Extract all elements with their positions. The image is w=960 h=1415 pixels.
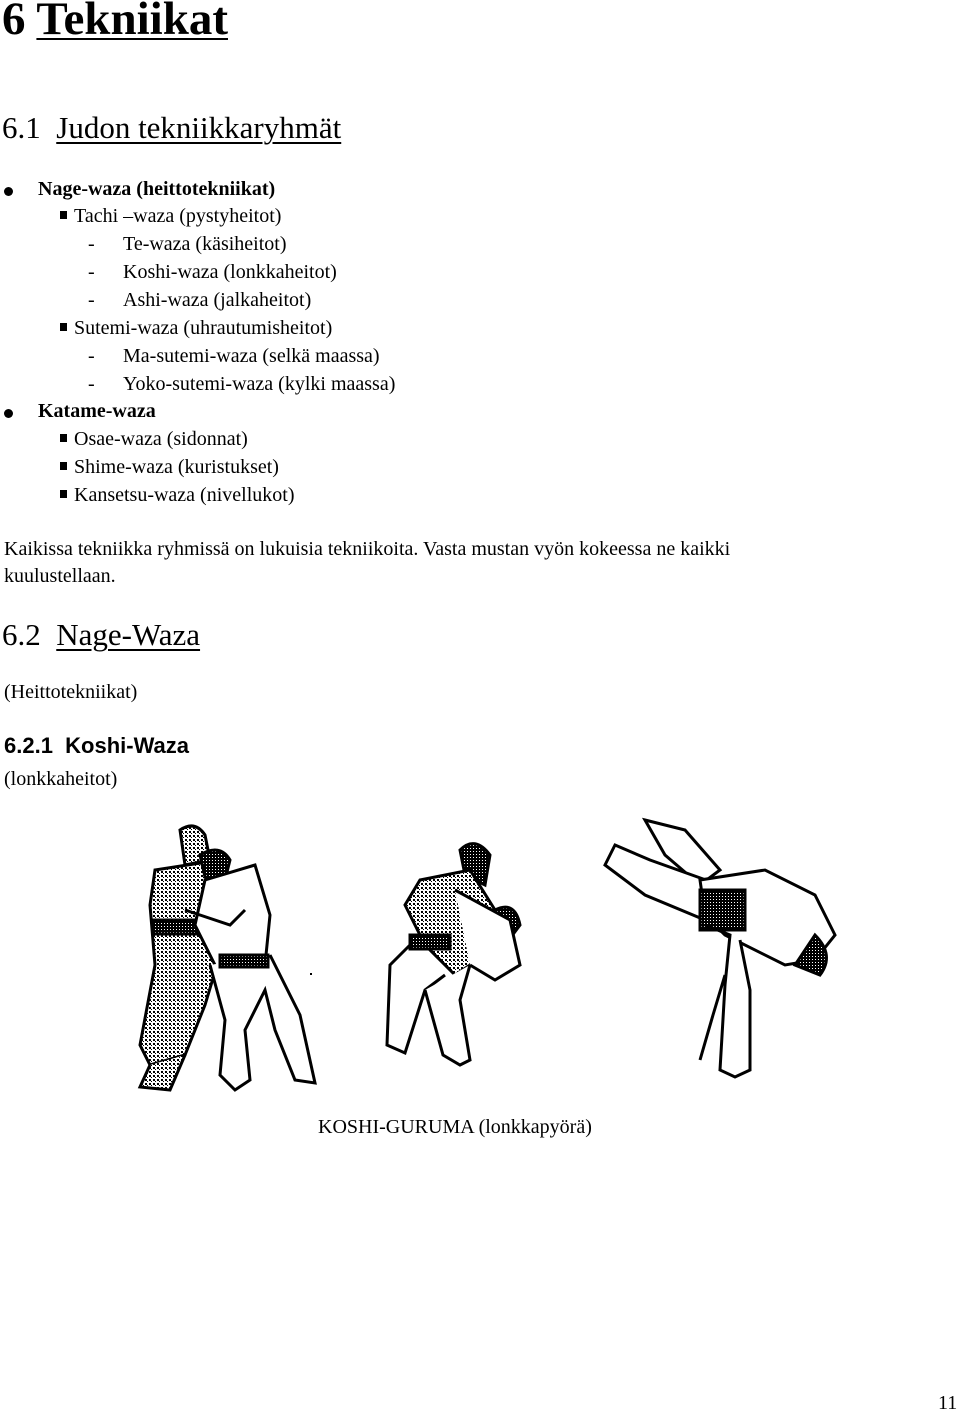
section-number: 6.1 (2, 110, 41, 145)
sub-tachi-waza: Tachi –waza (pystyheitot) (74, 205, 282, 227)
stray-dot (310, 973, 312, 975)
subsection-title: Koshi-Waza (65, 733, 190, 758)
section-title: Judon tekniikkaryhmät (56, 110, 342, 145)
chapter-title: Tekniikat (36, 0, 228, 45)
list-item: Shime-waza (kuristukset) (74, 456, 279, 478)
list-item: Osae-waza (sidonnat) (74, 428, 248, 450)
subsection-subtitle: (lonkkaheitot) (4, 768, 118, 790)
judoka-pair-3 (605, 820, 835, 1077)
group-nage-waza: Nage-waza (heittotekniikat) (38, 178, 276, 200)
paragraph-line: kuulustellaan. (4, 565, 116, 587)
chapter-heading (2, 0, 228, 46)
section-title: Nage-Waza (56, 617, 201, 652)
page-number: 11 (938, 1392, 958, 1414)
list-item: Ma-sutemi-waza (selkä maassa) (123, 345, 380, 367)
list-item: Yoko-sutemi-waza (kylki maassa) (123, 373, 396, 395)
dash-marker: - (88, 289, 95, 311)
section-heading-6-1 (2, 110, 341, 146)
list-item: Koshi-waza (lonkkaheitot) (123, 261, 337, 283)
square-bullet-icon (60, 211, 67, 219)
list-item: Kansetsu-waza (nivellukot) (74, 484, 295, 506)
group-katame-waza: Katame-waza (38, 400, 156, 422)
section-heading-6-2 (2, 617, 200, 653)
list-item: Te-waza (käsiheitot) (123, 233, 287, 255)
square-bullet-icon (60, 490, 67, 498)
bullet-icon (4, 409, 13, 418)
paragraph-line: Kaikissa tekniikka ryhmissä on lukuisia tekniikoita. Vasta mustan vyön kokeessa ne kaikki (4, 538, 731, 560)
square-bullet-icon (60, 462, 67, 470)
section-number: 6.2 (2, 617, 41, 652)
subsection-heading-6-2-1 (4, 733, 189, 759)
bullet-icon (4, 187, 13, 196)
sub-sutemi-waza: Sutemi-waza (uhrautumisheitot) (74, 317, 333, 339)
dash-marker: - (88, 233, 95, 255)
chapter-number: 6 (2, 0, 26, 45)
subsection-number: 6.2.1 (4, 733, 53, 758)
square-bullet-icon (60, 323, 67, 331)
figure-caption: KOSHI-GURUMA (lonkkapyörä) (318, 1116, 592, 1138)
koshi-guruma-illustration (125, 815, 845, 1100)
dash-marker: - (88, 345, 95, 367)
section-subtitle: (Heittotekniikat) (4, 681, 138, 703)
square-bullet-icon (60, 434, 67, 442)
list-item: Ashi-waza (jalkaheitot) (123, 289, 312, 311)
judoka-pair-1 (140, 826, 315, 1090)
dash-marker: - (88, 261, 95, 283)
judoka-pair-2 (387, 844, 520, 1065)
dash-marker: - (88, 373, 95, 395)
